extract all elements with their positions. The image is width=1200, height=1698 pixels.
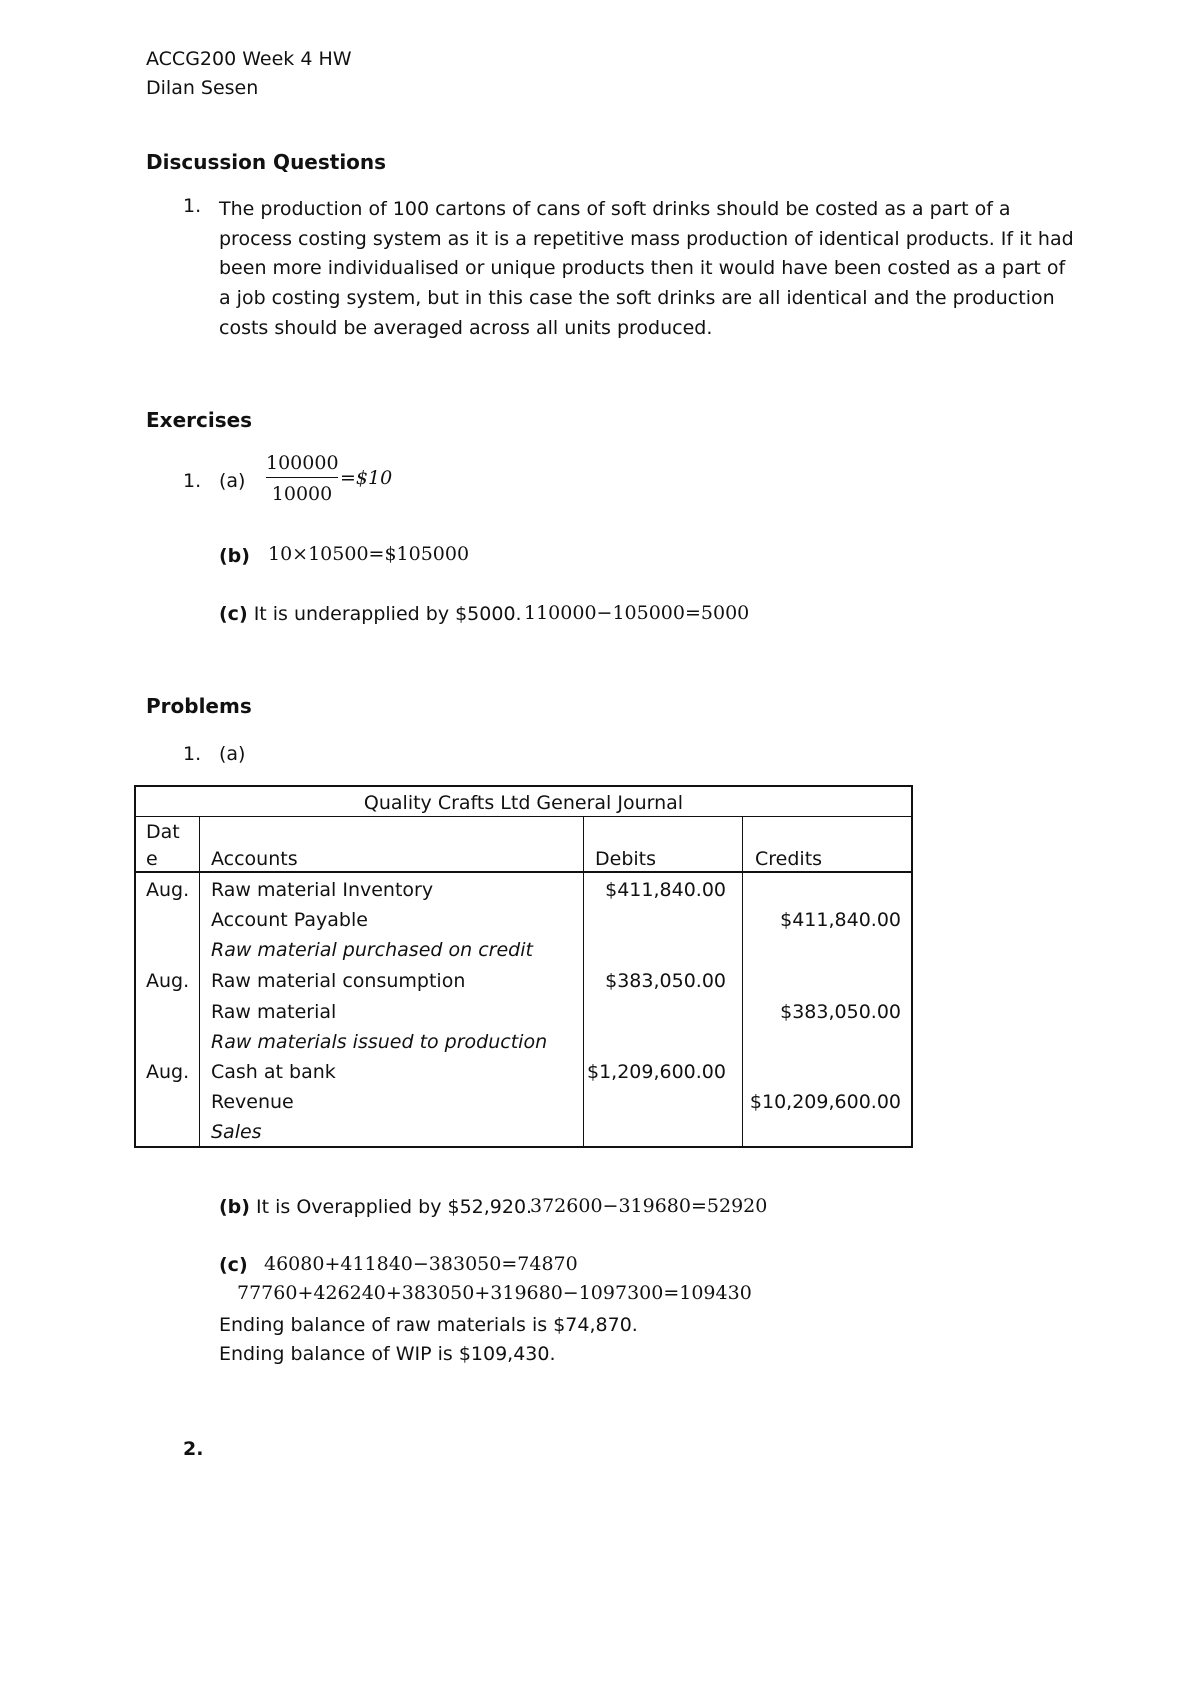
journal-row-date: Aug. <box>146 1061 190 1083</box>
exercise-1a-label: (a) <box>219 470 246 492</box>
discussion-q1-number: 1. <box>183 195 202 217</box>
general-journal-table <box>134 785 913 1148</box>
journal-title: Quality Crafts Ltd General Journal <box>136 787 911 817</box>
exercise-1c-label: (c) <box>219 603 248 625</box>
journal-row-date: Aug. <box>146 970 190 992</box>
journal-row-credit: $10,209,600.00 <box>749 1091 901 1113</box>
journal-row-narration: Sales <box>211 1121 262 1143</box>
journal-row-account: Raw material <box>211 1001 337 1023</box>
col-divider <box>199 817 200 1146</box>
journal-row-credit: $383,050.00 <box>780 1001 901 1023</box>
exercise-1c-text: It is underapplied by $5000. <box>253 603 522 625</box>
exercise-1a-result: =$10 <box>340 467 393 489</box>
problem-1-number: 1. <box>183 743 202 765</box>
problem-1a-label: (a) <box>219 743 246 765</box>
journal-row-narration: Raw materials issued to production <box>211 1031 548 1053</box>
problem-1b-label: (b) <box>219 1196 250 1218</box>
exercise-1b-label: (b) <box>219 545 250 567</box>
problem-1b-formula: 372600−319680=52920 <box>530 1195 768 1217</box>
exercise-1c-line <box>219 603 522 625</box>
header-debits: Debits <box>595 848 657 870</box>
journal-row-date: Aug. <box>146 879 190 901</box>
problem-1c-raw-materials: Ending balance of raw materials is $74,870. <box>219 1314 638 1336</box>
header-date-line2: e <box>146 848 158 870</box>
journal-row-narration: Raw material purchased on credit <box>211 939 533 961</box>
journal-row-account: Raw material Inventory <box>211 879 434 901</box>
header-date-line1: Dat <box>146 821 180 843</box>
col-divider <box>583 817 584 1146</box>
journal-row-debit: $383,050.00 <box>605 970 726 992</box>
header-credits: Credits <box>755 848 823 870</box>
fraction-bar <box>266 477 338 478</box>
course-title: ACCG200 Week 4 HW <box>146 48 352 70</box>
journal-row-account: Account Payable <box>211 909 368 931</box>
student-name: Dilan Sesen <box>146 77 259 99</box>
header-accounts: Accounts <box>211 848 298 870</box>
journal-row-debit: $411,840.00 <box>605 879 726 901</box>
exercise-1c-formula: 110000−105000=5000 <box>524 602 750 624</box>
col-divider <box>742 817 743 1146</box>
problem-1c-formula1: 46080+411840−383050=74870 <box>264 1253 578 1275</box>
exercises-heading: Exercises <box>146 408 253 432</box>
discussion-heading: Discussion Questions <box>146 150 387 174</box>
problem-1b-line <box>219 1196 532 1218</box>
problem-1c-formula2: 77760+426240+383050+319680−1097300=109430 <box>237 1282 752 1304</box>
problem-2-number: 2. <box>183 1438 204 1460</box>
exercise-1-number: 1. <box>183 470 202 492</box>
exercise-1b-formula: 10×10500=$105000 <box>268 543 470 565</box>
problem-1c-wip: Ending balance of WIP is $109,430. <box>219 1343 556 1365</box>
discussion-q1-answer: The production of 100 cartons of cans of soft drinks should be costed as a part of a process costing system as it is a repetitive mass production of identical products. If it had been more individualised or unique products then it would have been costed as a part of a job costing system, but in this case the soft drinks are all identical and the production costs should be averaged across all units produced. <box>219 198 1074 339</box>
problems-heading: Problems <box>146 694 252 718</box>
journal-row-account: Revenue <box>211 1091 294 1113</box>
exercise-1a-numerator: 100000 <box>266 452 339 474</box>
journal-row-credit: $411,840.00 <box>780 909 901 931</box>
journal-row-account: Raw material consumption <box>211 970 466 992</box>
journal-row-debit: $1,209,600.00 <box>586 1061 726 1083</box>
exercise-1a-denominator: 10000 <box>271 483 333 505</box>
problem-1c-label: (c) <box>219 1254 248 1276</box>
problem-1b-text: It is Overapplied by $52,920. <box>256 1196 533 1218</box>
journal-row-account: Cash at bank <box>211 1061 336 1083</box>
